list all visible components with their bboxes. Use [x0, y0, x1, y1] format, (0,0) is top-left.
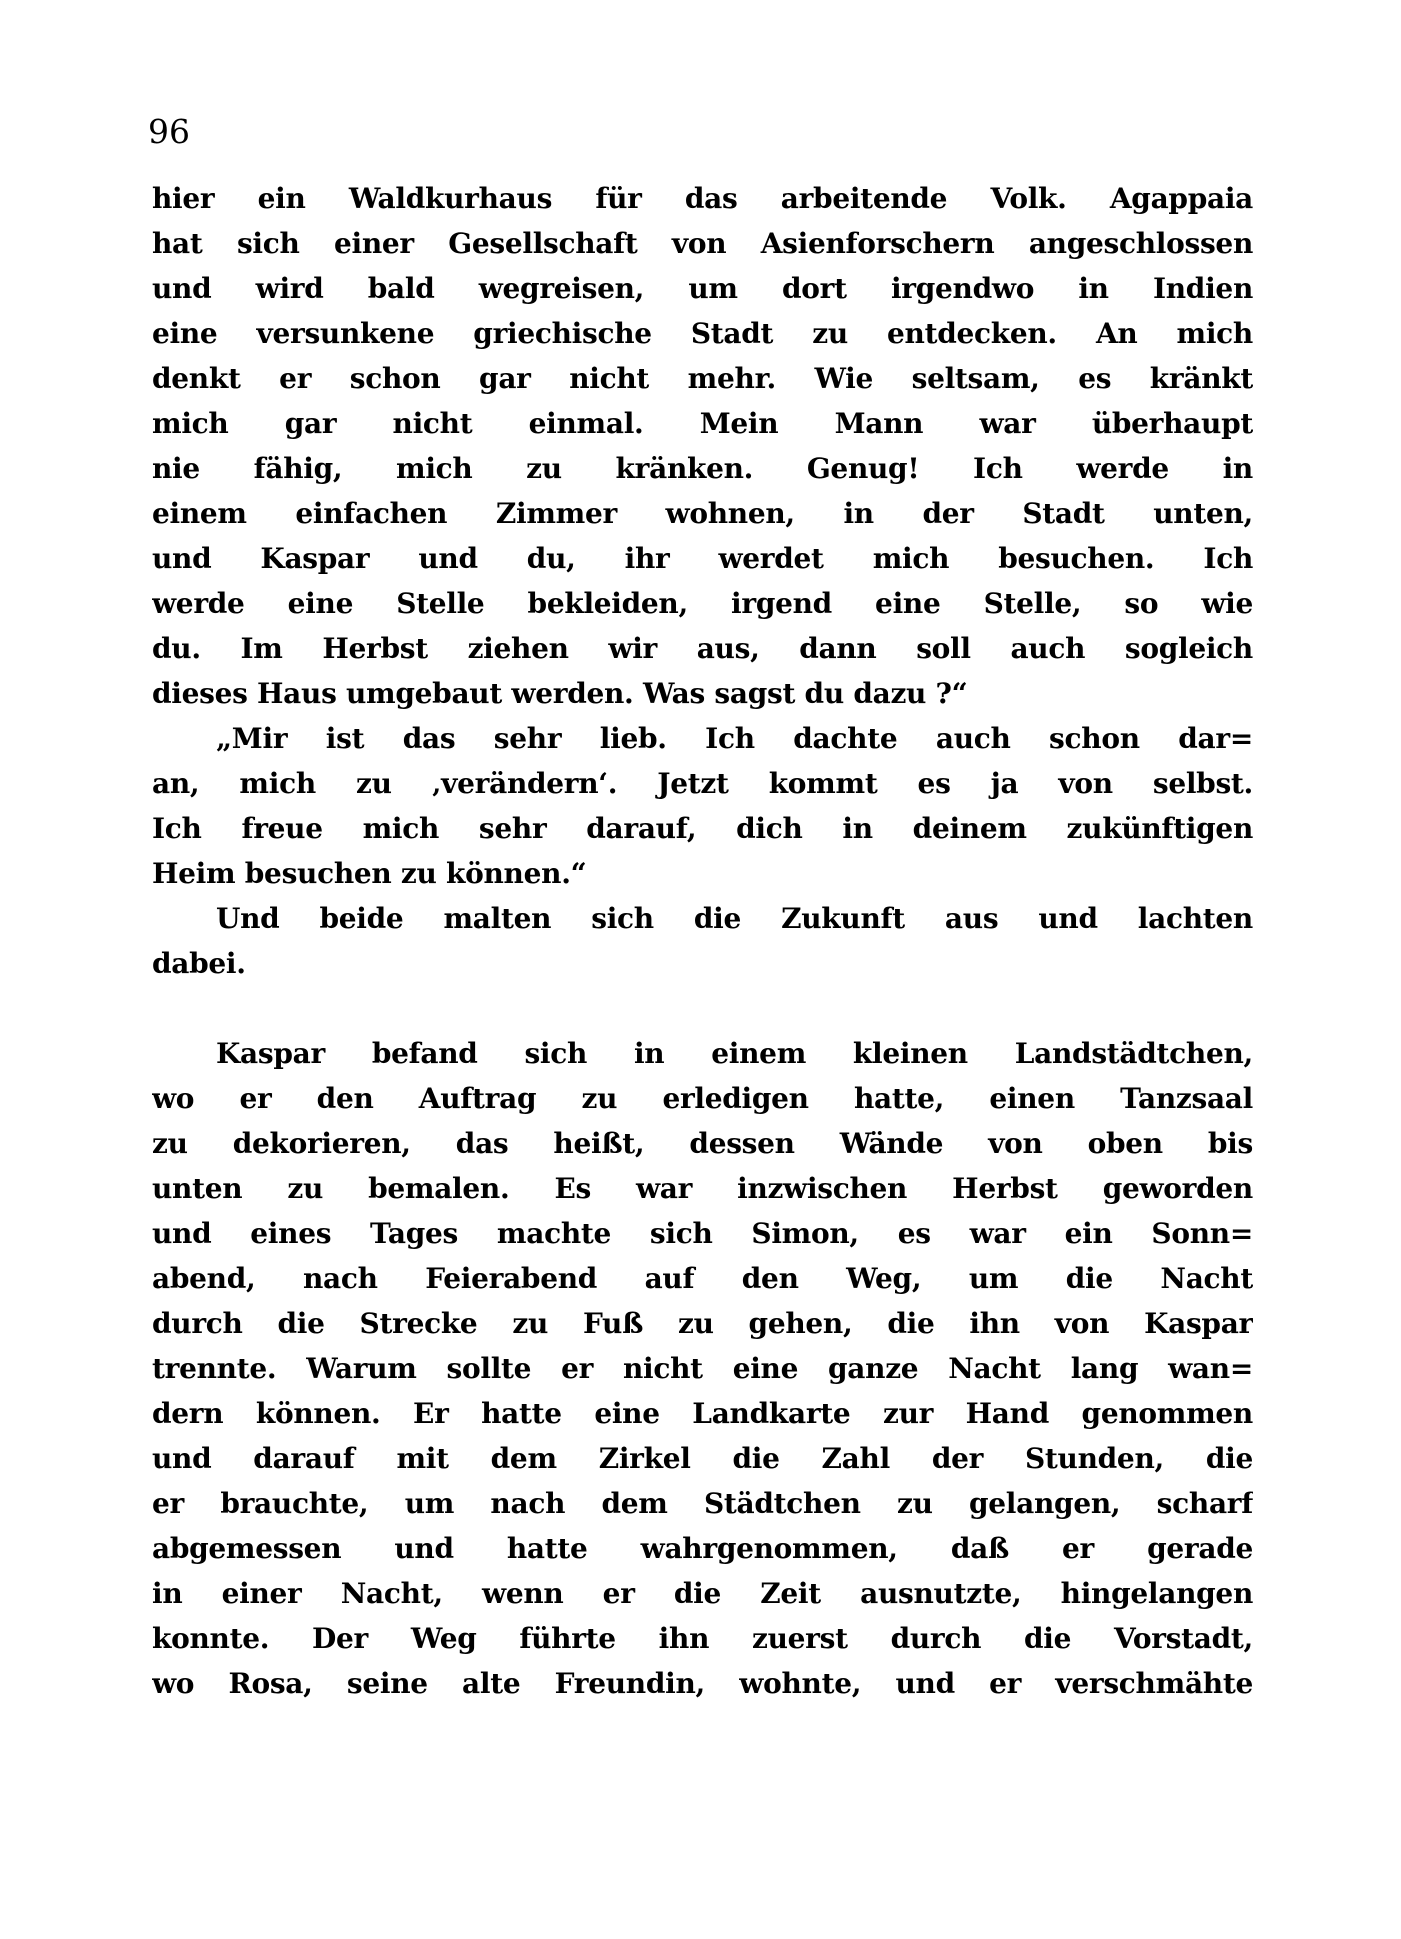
text-line: werde eine Stelle bekleiden, irgend eine Stelle, so wie: [152, 587, 1253, 620]
text-line: denkt er schon gar nicht mehr. Wie seltsam, es kränkt: [152, 362, 1253, 395]
paragraph: [152, 176, 1253, 716]
text-line: einem einfachen Zimmer wohnen, in der Stadt unten,: [152, 497, 1253, 530]
text-line: trennte. Warum sollte er nicht eine ganze Nacht lang wan=: [152, 1352, 1253, 1385]
text-line: wo er den Auftrag zu erledigen hatte, einen Tanzsaal: [152, 1082, 1253, 1115]
text-line: konnte. Der Weg führte ihn zuerst durch die Vorstadt,: [152, 1622, 1253, 1655]
text-line: unten zu bemalen. Es war inzwischen Herbst geworden: [152, 1172, 1253, 1205]
text-line: hat sich einer Gesellschaft von Asienforschern angeschlossen: [152, 227, 1253, 260]
text-line: du. Im Herbst ziehen wir aus, dann soll auch sogleich: [152, 632, 1253, 665]
text-line: hier ein Waldkurhaus für das arbeitende Volk. Agappaia: [152, 182, 1253, 215]
text-line: dieses Haus umgebaut werden. Was sagst du dazu ?“: [152, 677, 968, 710]
paragraph: [152, 716, 1253, 896]
text-line: und darauf mit dem Zirkel die Zahl der Stunden, die: [152, 1442, 1253, 1475]
text-line: Und beide malten sich die Zukunft aus und lachten: [216, 902, 1253, 935]
text-line: „Mir ist das sehr lieb. Ich dachte auch schon dar=: [216, 722, 1253, 755]
text-line: und Kaspar und du, ihr werdet mich besuchen. Ich: [152, 542, 1253, 575]
text-line: Ich freue mich sehr darauf, dich in deinem zukünftigen: [152, 812, 1253, 845]
text-line: nie fähig, mich zu kränken. Genug! Ich werde in: [152, 452, 1253, 485]
text-line: dern können. Er hatte eine Landkarte zur Hand genommen: [152, 1397, 1253, 1430]
page-number: 96: [148, 112, 190, 151]
text-line: zu dekorieren, das heißt, dessen Wände von oben bis: [152, 1127, 1253, 1160]
text-line: eine versunkene griechische Stadt zu entdecken. An mich: [152, 317, 1253, 350]
text-block: [152, 176, 1253, 1706]
text-line: Heim besuchen zu können.“: [152, 857, 587, 890]
text-line: wo Rosa, seine alte Freundin, wohnte, und er verschmähte: [152, 1667, 1253, 1700]
text-line: Kaspar befand sich in einem kleinen Landstädtchen,: [216, 1037, 1253, 1070]
text-line: durch die Strecke zu Fuß zu gehen, die ihn von Kaspar: [152, 1307, 1253, 1340]
text-line: und wird bald wegreisen, um dort irgendwo in Indien: [152, 272, 1253, 305]
text-line: mich gar nicht einmal. Mein Mann war überhaupt: [152, 407, 1253, 440]
text-line: an, mich zu ‚verändern‘. Jetzt kommt es ja von selbst.: [152, 767, 1253, 800]
paragraph: [152, 1031, 1253, 1706]
text-line: dabei.: [152, 947, 246, 980]
paragraph: [152, 896, 1253, 986]
text-line: und eines Tages machte sich Simon, es war ein Sonn=: [152, 1217, 1253, 1250]
text-line: abend, nach Feierabend auf den Weg, um die Nacht: [152, 1262, 1253, 1295]
text-line: in einer Nacht, wenn er die Zeit ausnutzte, hingelangen: [152, 1577, 1253, 1610]
text-line: abgemessen und hatte wahrgenommen, daß er gerade: [152, 1532, 1253, 1565]
text-line: er brauchte, um nach dem Städtchen zu gelangen, scharf: [152, 1487, 1253, 1520]
